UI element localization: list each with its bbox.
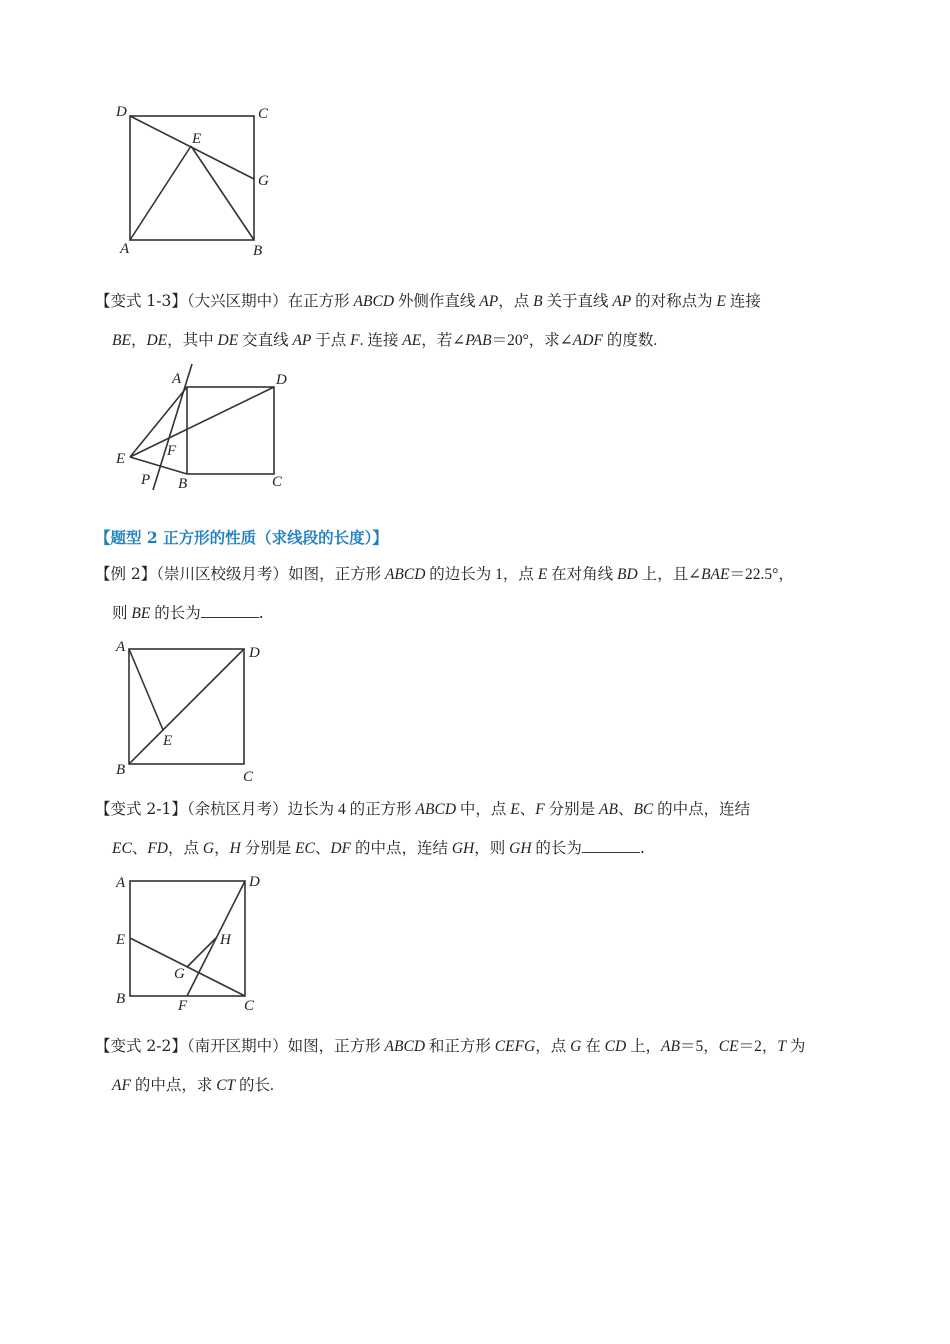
- label-e: E: [192, 131, 202, 147]
- label-b: B: [116, 991, 126, 1007]
- label-b: B: [253, 243, 263, 259]
- figure-square-abcd-egb: [110, 100, 280, 260]
- problem-line2-end: .: [639, 839, 645, 857]
- math-symbol: ABCD: [384, 1038, 426, 1055]
- math-symbol: AE: [402, 332, 422, 349]
- label-a: A: [116, 639, 126, 655]
- text-run: 的中点，求: [130, 1077, 217, 1094]
- text-run: ，点: [168, 840, 203, 857]
- math-symbol: H: [229, 840, 241, 857]
- text-run: 上，: [626, 1038, 662, 1055]
- text-run: ＝2，: [738, 1038, 778, 1055]
- math-symbol: E: [716, 293, 727, 310]
- example-text-line1: [288, 565, 794, 583]
- label-f: F: [167, 443, 177, 459]
- text-run: 的边长为 1，点: [425, 566, 538, 583]
- square-outline: [187, 387, 274, 474]
- math-symbol: BC: [633, 801, 654, 818]
- problem-2-1: [95, 790, 860, 868]
- problem-text-line2: [112, 1076, 274, 1094]
- example-2: [95, 555, 860, 633]
- text-run: 的长为: [531, 840, 582, 857]
- math-symbol: DE: [146, 332, 168, 349]
- text-run: ＝22.5°，: [729, 566, 794, 583]
- label-a: A: [120, 241, 130, 257]
- text-run: ，: [214, 840, 230, 857]
- text-run: ，: [130, 332, 147, 349]
- label-h: H: [220, 932, 231, 948]
- text-run: 边长为 4 的正方形: [287, 801, 416, 818]
- math-symbol: G: [570, 1038, 582, 1055]
- problem-text-line1: [288, 800, 751, 818]
- math-symbol: F: [535, 801, 545, 818]
- text-run: 的对称点为: [631, 293, 717, 310]
- math-symbol: CD: [604, 1038, 627, 1055]
- segment-be: [191, 146, 254, 240]
- label-f: F: [178, 998, 188, 1014]
- text-run: 则: [112, 605, 132, 622]
- text-run: 外侧作直线: [394, 293, 480, 310]
- text-run: 分别是: [240, 840, 296, 857]
- math-symbol: DF: [330, 840, 352, 857]
- math-symbol: BAE: [701, 566, 730, 583]
- math-symbol: B: [533, 293, 543, 310]
- segment-ae: [130, 387, 187, 457]
- math-symbol: PAB: [465, 332, 492, 349]
- text-run: 、: [519, 801, 536, 818]
- text-run: 中，点: [456, 801, 511, 818]
- answer-blank[interactable]: [201, 603, 259, 618]
- text-run: 于点: [311, 332, 351, 349]
- text-run: 上，且∠: [637, 566, 702, 583]
- problem-tag: 【变式 2-2】: [95, 1037, 187, 1055]
- figure-square-midpoints: [110, 870, 280, 1015]
- math-symbol: AP: [612, 293, 632, 310]
- segment-gh: [187, 938, 216, 967]
- math-symbol: EC: [295, 840, 315, 857]
- problem-text-line2: [112, 839, 582, 857]
- math-symbol: F: [350, 332, 360, 349]
- math-symbol: ADF: [572, 332, 603, 349]
- text-run: 如图，正方形: [287, 1038, 385, 1055]
- math-symbol: G: [202, 840, 215, 857]
- label-b: B: [178, 476, 188, 492]
- math-symbol: AP: [292, 332, 312, 349]
- text-run: 在: [581, 1038, 605, 1055]
- text-run: . 连接: [359, 332, 403, 349]
- text-run: ，点: [498, 293, 534, 310]
- math-symbol: E: [510, 801, 520, 818]
- text-run: 、: [131, 840, 148, 857]
- math-symbol: AF: [112, 1077, 131, 1094]
- example-line2-end: .: [258, 604, 264, 622]
- answer-blank[interactable]: [582, 838, 640, 853]
- math-symbol: BD: [617, 566, 638, 583]
- text-run: 为: [785, 1038, 806, 1055]
- problem-tag: 【变式 1-3】: [95, 292, 187, 310]
- label-c: C: [272, 474, 283, 490]
- label-p: P: [141, 472, 151, 488]
- problem-source: （南开区期中）: [186, 1037, 288, 1055]
- section-heading: 【题型 2 正方形的性质（求线段的长度）】: [95, 528, 388, 547]
- problem-2-2: [95, 1027, 860, 1105]
- diagonal-bd: [129, 649, 244, 764]
- figure-square-diagonal-bd: [110, 636, 280, 786]
- text-run: ，点: [535, 1038, 571, 1055]
- label-d: D: [249, 645, 260, 661]
- problem-source: （大兴区期中）: [186, 292, 288, 310]
- text-run: 的长为: [150, 605, 201, 622]
- text-run: ＝20°，求∠: [491, 332, 573, 349]
- problem-text-line2: [112, 331, 657, 349]
- math-symbol: CE: [718, 1038, 739, 1055]
- segment-ae: [130, 146, 191, 240]
- math-symbol: GH: [451, 840, 475, 857]
- math-symbol: CT: [216, 1077, 236, 1094]
- label-a: A: [116, 875, 126, 891]
- label-c: C: [244, 998, 255, 1014]
- text-run: 、: [617, 801, 634, 818]
- problem-text-line1: [288, 1037, 806, 1055]
- text-run: 在对角线: [547, 566, 618, 583]
- label-g: G: [174, 966, 185, 982]
- math-symbol: ABCD: [353, 293, 395, 310]
- example-tag: 【例 2】: [95, 565, 157, 583]
- label-c: C: [258, 106, 269, 122]
- label-e: E: [116, 451, 126, 467]
- text-run: 的度数.: [602, 332, 658, 349]
- segment-de: [130, 387, 274, 457]
- math-symbol: CEFG: [494, 1038, 536, 1055]
- label-b: B: [116, 762, 126, 778]
- text-run: ，则: [474, 840, 510, 857]
- text-run: 和正方形: [425, 1038, 495, 1055]
- example-text-line2: [112, 604, 201, 622]
- label-c: C: [243, 769, 254, 785]
- text-run: ，其中: [167, 332, 218, 349]
- example-source: （崇川区校级月考）: [156, 565, 289, 583]
- math-symbol: T: [777, 1038, 786, 1055]
- text-run: 的中点，连结: [351, 840, 452, 857]
- text-run: 分别是: [544, 801, 599, 818]
- problem-tag: 【变式 2-1】: [95, 800, 187, 818]
- math-symbol: AB: [599, 801, 618, 818]
- math-symbol: BE: [112, 332, 131, 349]
- segment-ae: [129, 649, 163, 730]
- figure-square-line-ap: [110, 362, 300, 497]
- text-run: 连接: [726, 293, 761, 310]
- label-a: A: [172, 371, 182, 387]
- text-run: 的长.: [235, 1077, 274, 1094]
- label-e: E: [116, 932, 126, 948]
- math-symbol: EC: [112, 840, 132, 857]
- problem-text-line1: [288, 292, 761, 310]
- text-run: 在正方形: [287, 293, 354, 310]
- text-run: 、: [314, 840, 331, 857]
- text-run: ，若∠: [421, 332, 466, 349]
- label-g: G: [258, 173, 269, 189]
- label-d: D: [249, 874, 260, 890]
- math-symbol: BE: [131, 605, 151, 622]
- math-symbol: E: [537, 566, 548, 583]
- text-run: 的中点，连结: [653, 801, 751, 818]
- problem-1-3: [95, 282, 860, 360]
- label-d: D: [116, 104, 127, 120]
- problem-source: （余杭区月考）: [186, 800, 288, 818]
- math-symbol: GH: [509, 840, 532, 857]
- label-e: E: [163, 733, 173, 749]
- math-symbol: AP: [479, 293, 499, 310]
- math-symbol: ABCD: [415, 801, 457, 818]
- math-symbol: ABCD: [384, 566, 426, 583]
- math-symbol: FD: [147, 840, 168, 857]
- text-run: 如图，正方形: [288, 566, 385, 583]
- text-run: 交直线: [238, 332, 293, 349]
- label-d: D: [276, 372, 287, 388]
- math-symbol: DE: [217, 332, 239, 349]
- text-run: ＝5，: [679, 1038, 719, 1055]
- math-symbol: AB: [661, 1038, 680, 1055]
- text-run: 关于直线: [542, 293, 613, 310]
